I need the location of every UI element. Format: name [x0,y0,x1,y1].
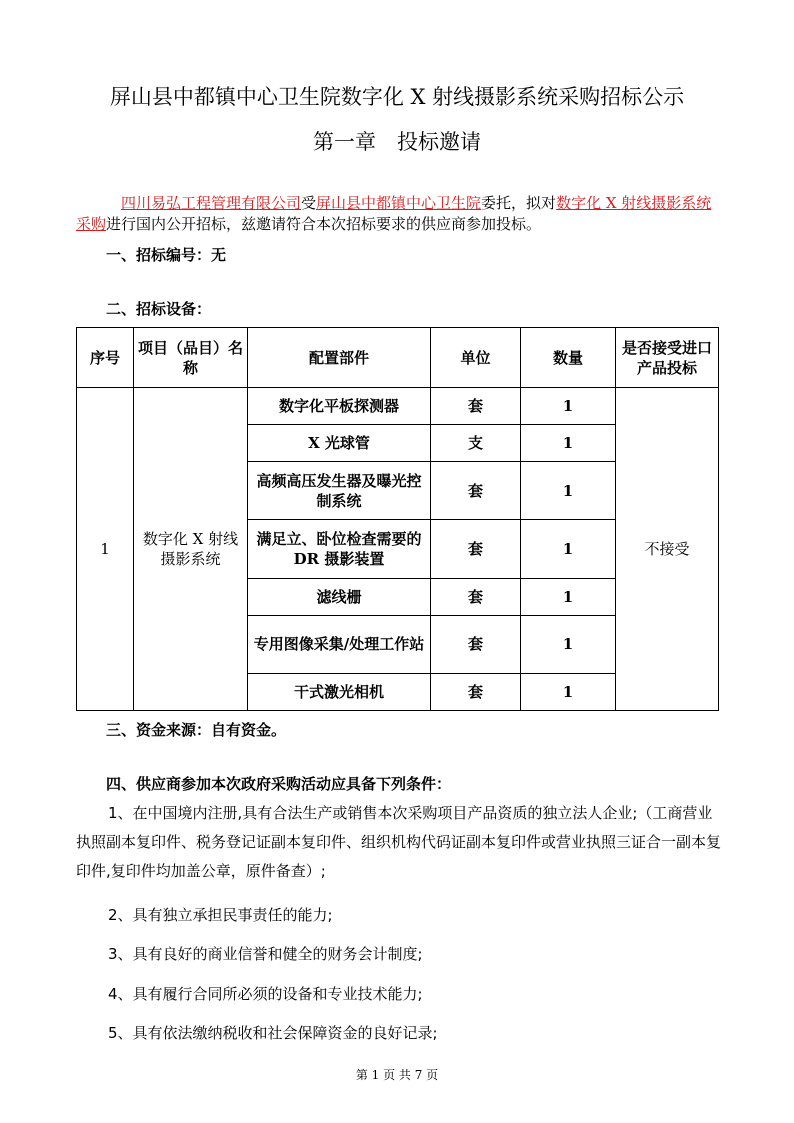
cell-qty: 1 [521,425,616,462]
page-footer: 第 1 页 共 7 页 [355,1068,439,1082]
cell-unit: 套 [431,673,521,710]
condition-2-text: 2、具有独立承担民事责任的能力; [108,906,333,924]
cell-component: 干式激光相机 [248,673,431,710]
equipment-table [76,327,719,711]
condition-3-text: 3、具有良好的商业信誉和健全的财务会计制度; [108,945,423,963]
chapter-title: 第一章 投标邀请 [313,130,481,154]
cell-component: 数字化平板探测器 [248,388,431,425]
cell-unit: 套 [431,388,521,425]
cell-component: 高频高压发生器及曝光控制系统 [248,462,431,520]
header-component: 配置部件 [248,328,431,388]
condition-1-text: 1、在中国境内注册,具有合法生产或销售本次采购项目产品资质的独立法人企业;（工商营业执照副本复印件、税务登记证副本复印件、组织机构代码证副本复印件或营业执照三证合一副本复印件,复印件均加盖公章，原件备查）; [76,804,722,880]
header-qty: 数量 [521,328,616,388]
cell-unit: 套 [431,462,521,520]
intro-paragraph [76,193,722,235]
intro-text-2: 委托，拟对 [481,194,557,212]
cell-component: 满足立、卧位检查需要的 DR 摄影装置 [248,520,431,578]
section-conditions: 四、供应商参加本次政府采购活动应具备下列条件： [106,775,452,793]
cell-component: 滤线栅 [248,578,431,615]
cell-qty: 1 [521,388,616,425]
condition-4-text: 4、具有履行合同所必须的设备和专业技术能力; [108,985,423,1003]
condition-3 [76,940,721,969]
condition-5 [76,1019,721,1048]
cell-component: X 光球管 [248,425,431,462]
header-unit: 单位 [431,328,521,388]
section-equipment: 二、招标设备： [106,300,212,318]
table-row [77,388,719,425]
table-header-row [77,328,719,388]
cell-component: 专用图像采集/处理工作站 [248,615,431,673]
cell-item: 数字化 X 射线摄影系统 [134,388,248,711]
client-name: 屏山县中都镇中心卫生院 [316,194,482,212]
document-title: 屏山县中都镇中心卫生院数字化 X 射线摄影系统采购招标公示 [109,85,685,109]
cell-import: 不接受 [616,388,719,711]
cell-unit: 套 [431,615,521,673]
cell-qty: 1 [521,462,616,520]
section-funding: 三、资金来源：自有资金。 [106,721,287,739]
cell-seq: 1 [77,388,134,711]
cell-qty: 1 [521,673,616,710]
intro-text-1: 受 [301,194,317,212]
cell-qty: 1 [521,578,616,615]
condition-5-text: 5、具有依法缴纳税收和社会保障资金的良好记录; [108,1024,438,1042]
intro-text-3: 进行国内公开招标，兹邀请符合本次招标要求的供应商参加投标。 [106,215,542,233]
condition-4 [76,980,721,1009]
agency-name: 四川易弘工程管理有限公司 [121,194,302,212]
project-name: 数字化 X 射线摄影系统采购 [76,194,712,233]
cell-qty: 1 [521,520,616,578]
cell-qty: 1 [521,615,616,673]
header-item: 项目（品目）名称 [134,328,248,388]
section-tender-number: 一、招标编号：无 [106,246,227,264]
condition-2 [76,901,721,930]
cell-unit: 套 [431,520,521,578]
cell-unit: 套 [431,578,521,615]
header-seq: 序号 [77,328,134,388]
cell-unit: 支 [431,425,521,462]
condition-1 [76,799,721,886]
header-import: 是否接受进口产品投标 [616,328,719,388]
